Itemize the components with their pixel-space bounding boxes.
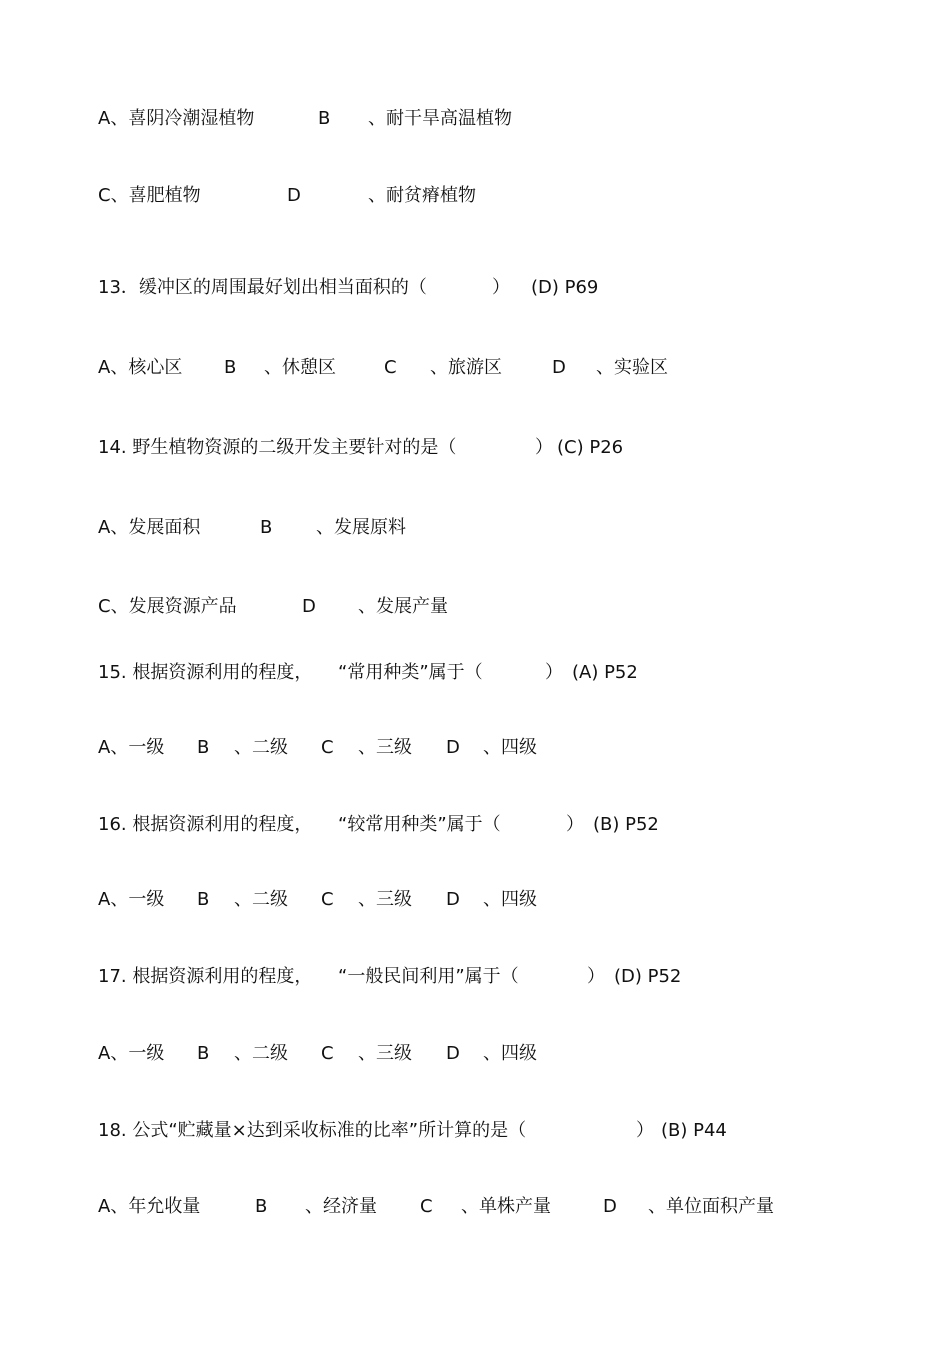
option-d-text: 、耐贫瘠植物 <box>368 185 476 206</box>
question-answer: (D) P52 <box>614 966 682 987</box>
question-bracket-close: ） <box>587 966 605 987</box>
option-c: C、发展资源产品 <box>98 596 237 617</box>
option-b-letter: B <box>197 1043 210 1064</box>
question-quote: “较常用种类”属于（ <box>338 814 501 835</box>
option-c-text: 、旅游区 <box>430 357 502 378</box>
option-b-text: 、发展原料 <box>316 517 406 538</box>
option-d-letter: D <box>302 596 316 617</box>
option-d-text: 、四级 <box>483 889 537 910</box>
option-c-letter: C <box>321 737 334 758</box>
question-stem: 15. 根据资源利用的程度， <box>98 662 313 683</box>
option-d-letter: D <box>446 737 460 758</box>
option-b-letter: B <box>197 889 210 910</box>
option-d-letter: D <box>446 1043 460 1064</box>
question-stem: 18. 公式“贮藏量×达到采收标准的比率”所计算的是（ <box>98 1120 527 1141</box>
question-bracket-close: ） <box>535 437 553 458</box>
option-c-letter: C <box>321 1043 334 1064</box>
option-d-text: 、四级 <box>483 1043 537 1064</box>
option-d-text: 、实验区 <box>596 357 668 378</box>
option-c: C、喜肥植物 <box>98 185 201 206</box>
option-b-text: 、休憩区 <box>264 357 336 378</box>
option-a: A、一级 <box>98 889 165 910</box>
option-c-text: 、三级 <box>358 889 412 910</box>
option-c-text: 、三级 <box>358 1043 412 1064</box>
question-bracket-close: ） <box>566 814 584 835</box>
option-c-letter: C <box>384 357 397 378</box>
question-answer: (C) P26 <box>557 437 624 458</box>
option-d-letter: D <box>603 1196 617 1217</box>
question-quote: “一般民间利用”属于（ <box>338 966 519 987</box>
question-stem: 16. 根据资源利用的程度， <box>98 814 313 835</box>
option-c-letter: C <box>321 889 334 910</box>
option-b-text: 、二级 <box>234 889 288 910</box>
question-stem: 13．缓冲区的周围最好划出相当面积的（ <box>98 277 427 298</box>
question-bracket-close: ） <box>492 277 510 298</box>
question-stem: 14. 野生植物资源的二级开发主要针对的是（ <box>98 437 457 458</box>
option-a: A、发展面积 <box>98 517 201 538</box>
option-a: A、核心区 <box>98 357 183 378</box>
option-a: A、一级 <box>98 1043 165 1064</box>
option-c-letter: C <box>420 1196 433 1217</box>
question-answer: (D) P69 <box>531 277 599 298</box>
option-b-text: 、经济量 <box>305 1196 377 1217</box>
option-b-text: 、二级 <box>234 1043 288 1064</box>
option-b-letter: B <box>318 108 331 129</box>
option-b-letter: B <box>224 357 237 378</box>
option-b-text: 、耐干旱高温植物 <box>368 108 512 129</box>
question-answer: (B) P52 <box>593 814 659 835</box>
option-d-text: 、发展产量 <box>358 596 448 617</box>
option-c-text: 、单株产量 <box>461 1196 551 1217</box>
question-answer: (A) P52 <box>572 662 638 683</box>
option-a: A、一级 <box>98 737 165 758</box>
option-d-letter: D <box>287 185 301 206</box>
option-a: A、喜阴冷潮湿植物 <box>98 108 255 129</box>
option-d-letter: D <box>552 357 566 378</box>
option-d-text: 、单位面积产量 <box>648 1196 774 1217</box>
option-d-letter: D <box>446 889 460 910</box>
question-quote: “常用种类”属于（ <box>338 662 483 683</box>
option-b-letter: B <box>260 517 273 538</box>
question-bracket-close: ） <box>545 662 563 683</box>
question-stem: 17. 根据资源利用的程度， <box>98 966 313 987</box>
option-b-letter: B <box>255 1196 268 1217</box>
option-a: A、年允收量 <box>98 1196 201 1217</box>
option-b-text: 、二级 <box>234 737 288 758</box>
question-bracket-close: ） <box>636 1120 654 1141</box>
question-answer: (B) P44 <box>661 1120 727 1141</box>
option-b-letter: B <box>197 737 210 758</box>
option-c-text: 、三级 <box>358 737 412 758</box>
option-d-text: 、四级 <box>483 737 537 758</box>
